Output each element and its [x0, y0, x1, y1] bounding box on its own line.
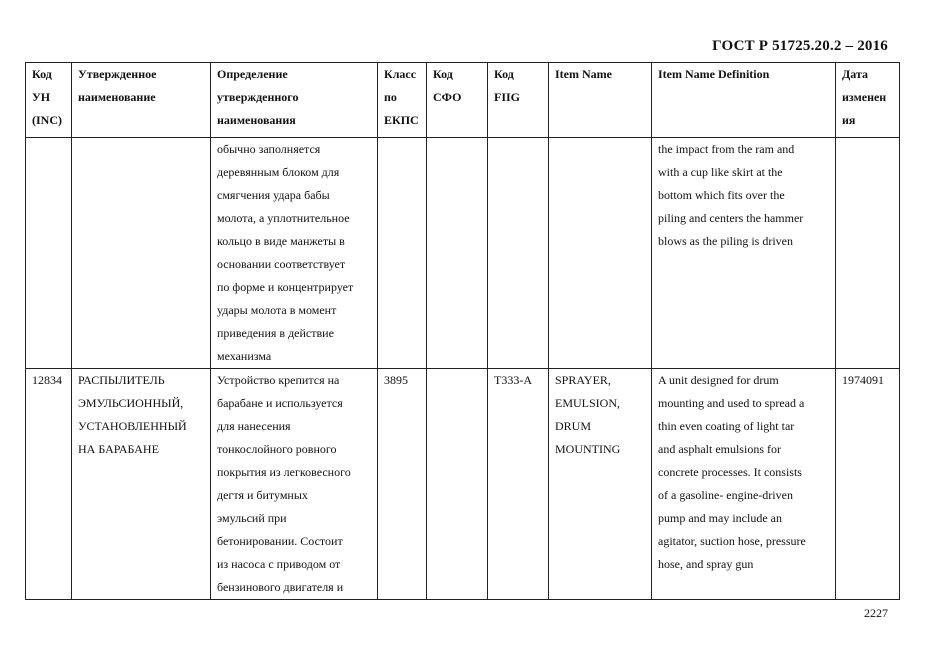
col-header-sfo: Код СФО [427, 63, 488, 138]
cell-definition-ru: Устройство крепится на барабане и используется для нанесения тонкослойного ровного покрытия из легковесного дегтя и битумных эмульсий при бетонировании. Состоит из насоса с приводом от бензинового двигателя и [211, 369, 378, 600]
table-row-12834 [26, 369, 900, 600]
col-header-approved-name: Утвержденное наименование [72, 63, 211, 138]
col-header-fiig: Код FIIG [488, 63, 549, 138]
col-header-class: Класс по ЕКПС [378, 63, 427, 138]
col-header-date: Дата изменен ия [836, 63, 900, 138]
cell-item-name [549, 138, 652, 369]
cell-item-name: SPRAYER, EMULSION, DRUM MOUNTING [549, 369, 652, 600]
document-header: ГОСТ Р 51725.20.2 – 2016 [712, 38, 888, 54]
table-row-continuation [26, 138, 900, 369]
cell-class [378, 138, 427, 369]
cell-inc [26, 138, 72, 369]
cell-approved-name [72, 138, 211, 369]
cell-date [836, 138, 900, 369]
cell-inc: 12834 [26, 369, 72, 600]
cell-date: 1974091 [836, 369, 900, 600]
col-header-definition-ru: Определение утвержденного наименования [211, 63, 378, 138]
col-header-item-name: Item Name [549, 63, 652, 138]
cell-sfo [427, 369, 488, 600]
col-header-definition-en: Item Name Definition [652, 63, 836, 138]
cell-class: 3895 [378, 369, 427, 600]
col-header-inc: Код УН (INC) [26, 63, 72, 138]
cell-sfo [427, 138, 488, 369]
cell-fiig: T333-A [488, 369, 549, 600]
page-number: 2227 [864, 606, 888, 620]
nomenclature-table [25, 62, 900, 600]
cell-definition-ru: обычно заполняется деревянным блоком для смягчения удара бабы молота, а уплотнительное кольцо в виде манжеты в основании соответствует по форме и концентрирует удары молота в момент приведения в действие механизма [211, 138, 378, 369]
cell-fiig [488, 138, 549, 369]
table-header-row [26, 63, 900, 138]
cell-approved-name: РАСПЫЛИТЕЛЬ ЭМУЛЬСИОННЫЙ, УСТАНОВЛЕННЫЙ НА БАРАБАНЕ [72, 369, 211, 600]
cell-definition-en: A unit designed for drum mounting and used to spread a thin even coating of light tar and asphalt emulsions for concrete processes. It consists of a gasoline- engine-driven pump and may include an agitator, suction hose, pressure hose, and spray gun [652, 369, 836, 600]
cell-definition-en: the impact from the ram and with a cup like skirt at the bottom which fits over the piling and centers the hammer blows as the piling is driven [652, 138, 836, 369]
